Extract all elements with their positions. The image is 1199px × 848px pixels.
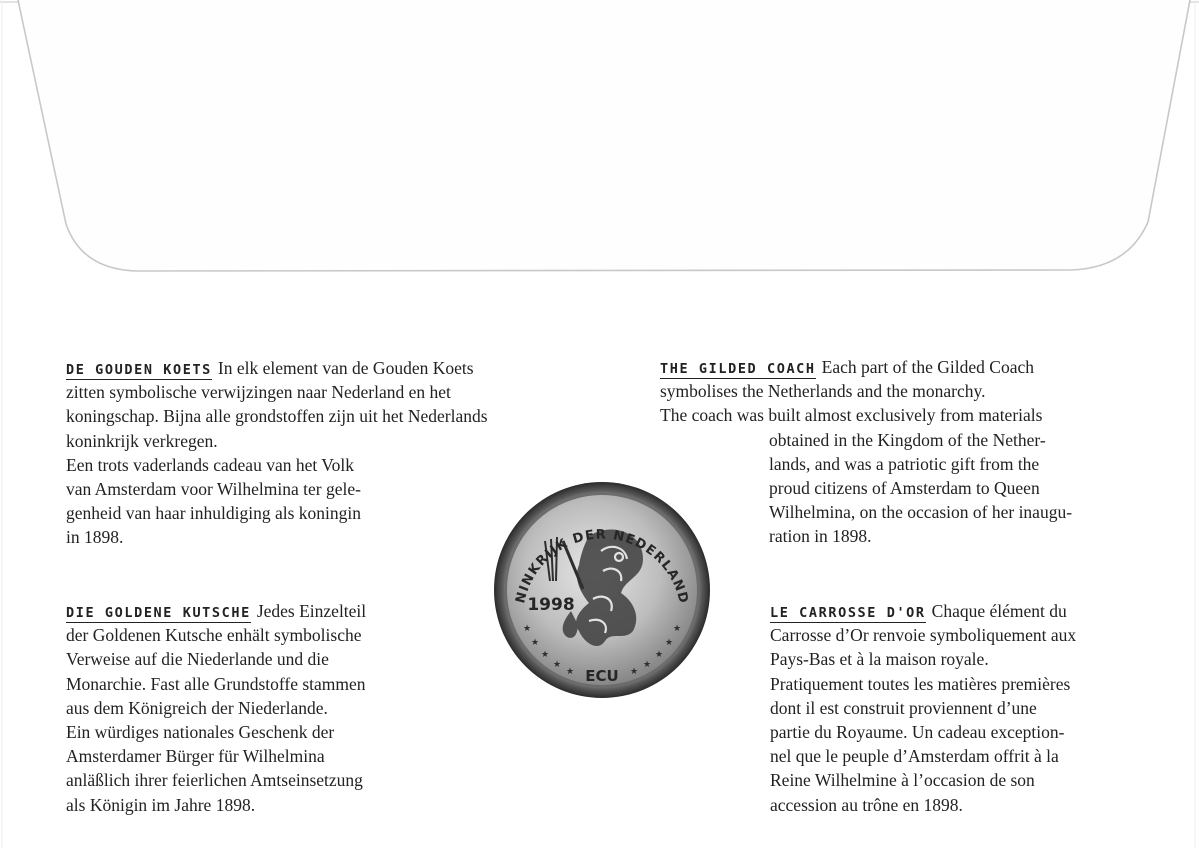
section-german: [66, 599, 366, 817]
section-french: [770, 599, 1076, 817]
text-line: Pratiquement toutes les matières premières: [770, 673, 1071, 694]
text-line: Wilhelmina, on the occasion of her inaugu-: [769, 502, 1073, 523]
text-line: In elk element van de Gouden Koets: [217, 358, 474, 378]
text-line: Chaque élément du: [931, 601, 1067, 621]
text-line: Verweise auf die Niederlande und die: [66, 649, 329, 670]
section-english: [660, 355, 1072, 549]
svg-text:★: ★: [540, 650, 550, 660]
text-line: Jedes Einzelteil: [256, 601, 367, 621]
text-line: obtained in the Kingdom of the Nether-: [769, 429, 1046, 450]
text-line: zitten symbolische verwijzingen naar Nederland en het: [66, 382, 451, 403]
text-line: proud citizens of Amsterdam to Queen: [769, 478, 1040, 499]
svg-text:★: ★: [672, 624, 682, 634]
text-line: Reine Wilhelmine à l’occasion de son: [770, 770, 1035, 791]
text-line: The coach was built almost exclusively from materials: [660, 405, 1043, 426]
heading-dutch: DE GOUDEN KOETS: [66, 362, 212, 378]
text-line: accession au trône en 1898.: [770, 794, 963, 815]
svg-text:★: ★: [530, 638, 540, 648]
text-line: anläßlich ihrer feierlichen Amtseinsetzung: [66, 770, 363, 791]
text-line: Amsterdamer Bürger für Wilhelmina: [66, 746, 325, 767]
text-line: van Amsterdam voor Wilhelmina ter gele-: [66, 479, 361, 500]
text-line: aus dem Königreich der Niederlande.: [66, 697, 328, 718]
coin-denomination: ECU: [585, 667, 619, 685]
coin-year: 1998: [527, 595, 575, 615]
svg-text:★: ★: [629, 667, 639, 677]
heading-german: DIE GOLDENE KUTSCHE: [66, 605, 251, 621]
text-line: lands, and was a patriotic gift from the: [769, 453, 1040, 474]
svg-text:★: ★: [522, 624, 532, 634]
svg-text:★: ★: [642, 660, 652, 670]
text-line: nel que le peuple d’Amsterdam offrit à la: [770, 746, 1059, 767]
coin-image: [493, 481, 711, 699]
text-line: Monarchie. Fast alle Grundstoffe stammen: [66, 673, 366, 694]
svg-text:★: ★: [664, 638, 674, 648]
text-line: dont il est construit proviennent d’une: [770, 697, 1037, 718]
text-line: koninkrijk verkregen.: [66, 430, 218, 451]
text-line: Ein würdiges nationales Geschenk der: [66, 722, 335, 743]
text-line: Each part of the Gilded Coach: [821, 357, 1035, 377]
svg-text:★: ★: [654, 650, 664, 660]
ecu-coin: [493, 481, 711, 699]
text-line: Een trots vaderlands cadeau van het Volk: [66, 454, 355, 475]
svg-text:★: ★: [552, 660, 562, 670]
text-line: genheid van haar inhuldiging als koningin: [66, 503, 362, 524]
heading-french: LE CARROSSE D'OR: [770, 605, 926, 621]
text-line: ration in 1898.: [769, 526, 872, 547]
svg-text:★: ★: [565, 667, 575, 677]
text-line: der Goldenen Kutsche enhält symbolische: [66, 625, 362, 646]
text-line: symbolises the Netherlands and the monarchy.: [660, 381, 986, 402]
text-line: partie du Royaume. Un cadeau exception-: [770, 722, 1065, 743]
text-line: koningschap. Bijna alle grondstoffen zijn uit het Nederlands: [66, 406, 488, 427]
text-line: in 1898.: [66, 527, 124, 548]
coin-legend: NINKRIJK DER NEDERLAND: [513, 527, 691, 606]
heading-english: THE GILDED COACH: [660, 361, 816, 377]
section-dutch: [66, 356, 488, 550]
text-line: Pays-Bas et à la maison royale.: [770, 649, 989, 670]
text-line: Carrosse d’Or renvoie symboliquement aux: [770, 625, 1077, 646]
text-line: als Königin im Jahre 1898.: [66, 794, 256, 815]
